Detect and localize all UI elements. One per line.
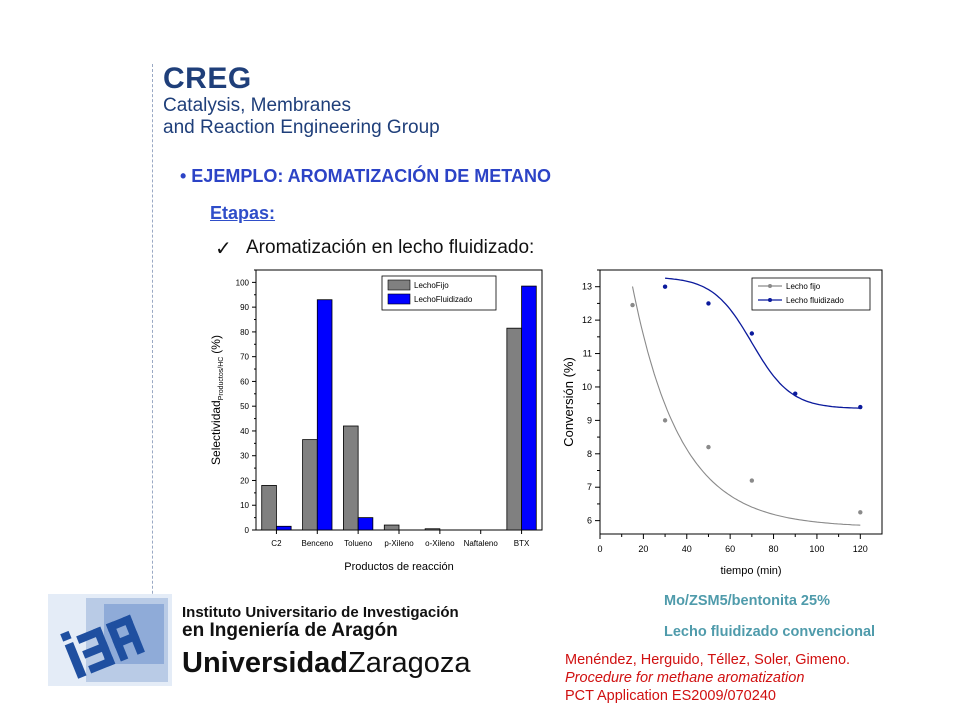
y-tick-label: 90 <box>240 303 249 313</box>
bar-LechoFijo-Tolueno <box>343 426 358 530</box>
legend-marker-Lecho fluidizado <box>768 298 772 302</box>
x-tick-label: 0 <box>597 544 603 554</box>
point-Lecho fluidizado <box>858 405 862 409</box>
university-city: Zaragoza <box>348 647 471 679</box>
conversion-line-chart <box>556 268 886 580</box>
y-tick-label: 40 <box>240 426 249 436</box>
point-Lecho fluidizado <box>663 285 667 289</box>
university-name <box>182 646 471 680</box>
bar-LechoFijo-C2 <box>262 485 277 530</box>
x-tick-label: Benceno <box>301 539 334 548</box>
y-tick-label: 70 <box>240 352 249 362</box>
y-tick-label: 60 <box>240 377 249 387</box>
bar-LechoFluidizado-Benceno <box>317 300 332 530</box>
x-axis-label: Productos de reacción <box>344 561 454 573</box>
y-tick-label: 10 <box>581 381 592 392</box>
legend-label-Lecho fluidizado: Lecho fluidizado <box>786 296 844 305</box>
point-Lecho fluidizado <box>750 331 754 335</box>
point-Lecho fijo <box>750 478 754 482</box>
legend-label-Lecho fijo: Lecho fijo <box>786 282 821 291</box>
legend-label-LechoFijo: LechoFijo <box>414 281 449 290</box>
x-axis-label: tiempo (min) <box>720 565 782 577</box>
point-Lecho fijo <box>630 303 634 307</box>
bar-LechoFluidizado-Tolueno <box>358 518 373 530</box>
x-tick-label: 40 <box>681 544 692 554</box>
divider-line <box>152 64 153 654</box>
y-tick-label: 6 <box>586 515 592 526</box>
etapas-label: Etapas: <box>210 203 276 223</box>
bed-note: Lecho fluidizado convencional <box>664 624 876 640</box>
y-tick-label: 100 <box>235 278 249 288</box>
line-legend <box>752 278 870 310</box>
i3a-logo-icon <box>48 594 172 686</box>
bar-LechoFijo-o-Xileno <box>425 529 440 530</box>
point-Lecho fijo <box>706 445 710 449</box>
section-heading: • EJEMPLO: AROMATIZACIÓN DE METANO <box>180 166 551 186</box>
checkmark-icon: ✓ <box>215 238 232 260</box>
y-tick-label: 0 <box>244 526 249 535</box>
creg-logo-line2: and Reaction Engineering Group <box>163 117 440 138</box>
x-tick-label: 120 <box>852 544 868 554</box>
y-axis-label: Selectividad$_{Productos/HC}$(%) <box>209 335 225 465</box>
y-tick-label: 80 <box>240 327 249 337</box>
legend-swatch-LechoFijo <box>388 280 410 290</box>
x-tick-label: 60 <box>725 544 736 554</box>
institute-line2: en Ingeniería de Aragón <box>182 620 398 641</box>
y-tick-label: 10 <box>240 501 249 511</box>
x-tick-label: p-Xileno <box>384 539 414 548</box>
reference-title: Procedure for methane aromatization <box>565 670 805 686</box>
catalyst-note: Mo/ZSM5/bentonita 25% <box>664 593 830 609</box>
bar-LechoFijo-BTX <box>507 328 522 530</box>
point-Lecho fluidizado <box>793 391 797 395</box>
x-tick-label: BTX <box>513 539 530 548</box>
x-tick-label: 20 <box>638 544 649 554</box>
y-tick-label: 50 <box>240 402 249 412</box>
x-tick-label: 100 <box>809 544 825 554</box>
creg-logo-line1: Catalysis, Membranes <box>163 95 351 116</box>
y-tick-label: 30 <box>240 451 249 461</box>
y-tick-label: 8 <box>586 448 592 459</box>
y-tick-label: 7 <box>586 482 592 493</box>
x-tick-label: Tolueno <box>344 539 373 548</box>
y-tick-label: 20 <box>240 476 249 486</box>
bar-LechoFijo-p-Xileno <box>384 525 399 530</box>
reference-authors: Menéndez, Herguido, Téllez, Soler, Gimeno. <box>565 652 851 668</box>
reference-patent: PCT Application ES2009/070240 <box>565 688 776 704</box>
y-axis-label: Conversión (%) <box>561 357 576 447</box>
x-tick-label: 80 <box>768 544 779 554</box>
y-tick-label: 9 <box>586 415 592 426</box>
university-bold: Universidad <box>182 647 348 679</box>
bar-LechoFluidizado-BTX <box>522 286 537 530</box>
legend-label-LechoFluidizado: LechoFluidizado <box>414 295 473 304</box>
creg-logo-title: CREG <box>163 62 252 95</box>
step-text: Aromatización en lecho fluidizado: <box>246 237 535 258</box>
institute-line1: Instituto Universitario de Investigación <box>182 604 459 621</box>
y-tick-label: 13 <box>581 281 592 292</box>
selectivity-bar-chart <box>206 264 550 578</box>
bar-legend <box>382 276 496 310</box>
x-tick-label: o-Xileno <box>425 539 455 548</box>
y-tick-label: 12 <box>581 315 592 326</box>
bar-LechoFluidizado-C2 <box>276 526 291 530</box>
legend-marker-Lecho fijo <box>768 284 772 288</box>
legend-swatch-LechoFluidizado <box>388 294 410 304</box>
x-tick-label: C2 <box>271 539 282 548</box>
conversion-line-chart-svg <box>556 268 886 580</box>
bar-LechoFijo-Benceno <box>303 440 318 530</box>
point-Lecho fluidizado <box>706 301 710 305</box>
y-tick-label: 11 <box>582 348 592 359</box>
selectivity-bar-chart-svg <box>206 264 550 578</box>
point-Lecho fijo <box>663 418 667 422</box>
x-tick-label: Naftaleno <box>463 539 498 548</box>
point-Lecho fijo <box>858 510 862 514</box>
